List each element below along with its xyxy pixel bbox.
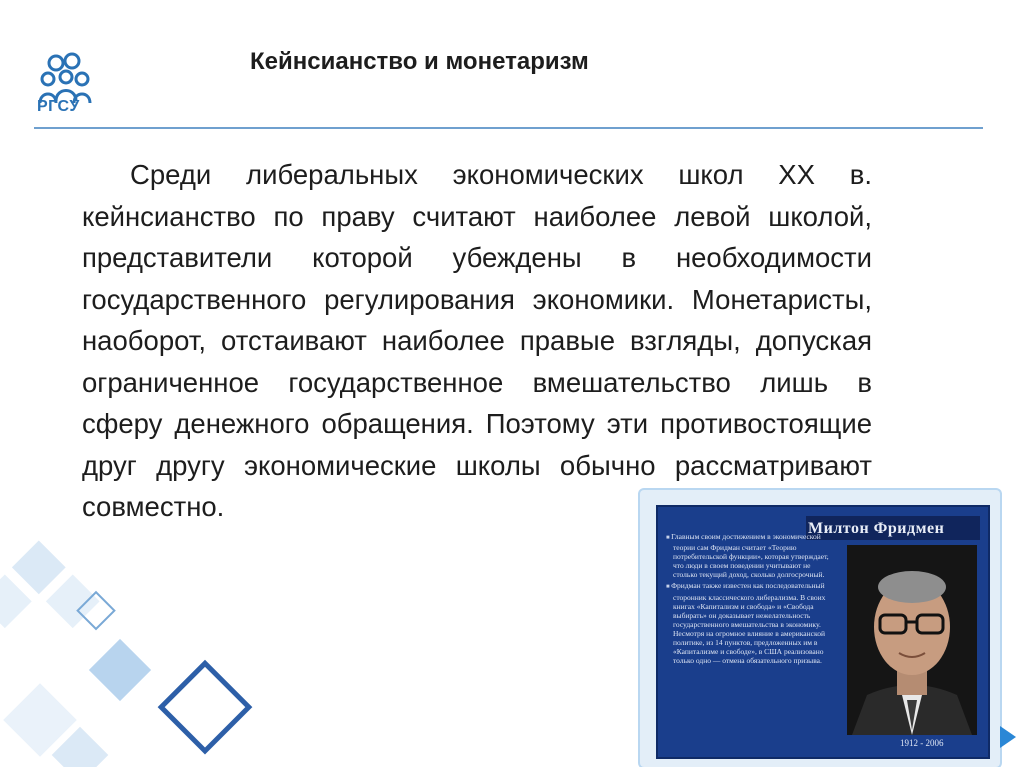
decorative-diamonds	[0, 530, 260, 767]
portrait-photo	[847, 545, 977, 735]
title-divider	[34, 127, 983, 129]
logo-text: РГСУ	[37, 98, 80, 115]
slide-body-text: Среди либеральных экономических школ XX в. кейнсианство по праву считают наиболее левой школой, представители которой убеждены в необходимости государственного регулирования экономики. Монетаристы, наоборот, отстаивают наиболее правые взгляды, допуская ограниченное государственное вмешательство лишь в сферу денежного обращения. Поэтому эти противостоящие друг другу экономические школы обычно рассматривают совместно.	[82, 159, 872, 522]
inset-paragraph: ■ Фридман также известен как последовательный сторонник классического либерализма. В своих книгах «Капитализм и свобода» и «Свобода выбирать» он доказывает нежелательность государственного вмешательства в экономику. Несмотря на огромное влияние в американской политике, из 14 пунктов, предложенных им в «Капитализме и свободе», в США реализовано только одно — отмена обязательного призыва.	[666, 581, 834, 665]
inset-title: Милтон Фридмен	[808, 520, 945, 537]
inset-years: 1912 - 2006	[900, 738, 944, 748]
next-slide-arrow-icon[interactable]	[994, 722, 1024, 752]
slide-title: Кейнсианство и монетаризм	[250, 48, 589, 75]
inset-paragraph: ■ Главным своим достижением в экономической теории сам Фридман считает «Теорию потребительской функции», которая утверждает, что люди в своем поведении учитывают не столько текущий доход, сколько долгосрочный.	[666, 532, 834, 579]
inset-text	[666, 532, 834, 667]
